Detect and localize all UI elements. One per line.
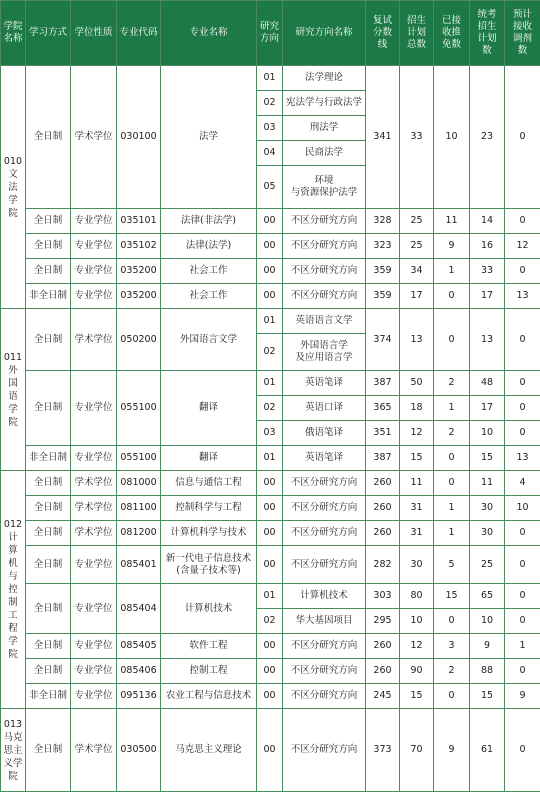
header-degree-type: 学位性质 xyxy=(71,1,117,66)
retest-score: 282 xyxy=(366,546,400,584)
direction-no: 01 xyxy=(257,309,283,334)
degree-type: 专业学位 xyxy=(71,259,117,284)
unified-plan: 15 xyxy=(470,446,505,471)
study-mode: 全日制 xyxy=(26,546,71,584)
study-mode: 全日制 xyxy=(26,496,71,521)
direction-name: 不区分研究方向 xyxy=(283,209,366,234)
major-name: 新一代电子信息技术 (含量子技术等) xyxy=(161,546,257,584)
table-row xyxy=(1,659,540,684)
direction-no: 00 xyxy=(257,234,283,259)
major-name: 翻译 xyxy=(161,371,257,446)
unified-plan: 88 xyxy=(470,659,505,684)
total-plan: 50 xyxy=(400,371,434,396)
retest-score: 260 xyxy=(366,496,400,521)
retest-score: 260 xyxy=(366,634,400,659)
header-recommended: 已接收推免数 xyxy=(434,1,470,66)
adjustment-count: 0 xyxy=(505,609,540,634)
header-unified-plan: 统考招生计划数 xyxy=(470,1,505,66)
recommended-count: 2 xyxy=(434,659,470,684)
unified-plan: 30 xyxy=(470,496,505,521)
retest-score: 387 xyxy=(366,446,400,471)
recommended-count: 9 xyxy=(434,709,470,792)
table-row xyxy=(1,496,540,521)
direction-no: 00 xyxy=(257,659,283,684)
adjustment-count: 13 xyxy=(505,446,540,471)
recommended-count: 0 xyxy=(434,309,470,371)
degree-type: 学术学位 xyxy=(71,521,117,546)
unified-plan: 16 xyxy=(470,234,505,259)
adjustment-count: 0 xyxy=(505,309,540,371)
retest-score: 373 xyxy=(366,709,400,792)
major-code: 035101 xyxy=(117,209,161,234)
degree-type: 学术学位 xyxy=(71,66,117,209)
unified-plan: 23 xyxy=(470,66,505,209)
total-plan: 31 xyxy=(400,521,434,546)
direction-name: 刑法学 xyxy=(283,116,366,141)
recommended-count: 1 xyxy=(434,496,470,521)
major-code: 085401 xyxy=(117,546,161,584)
major-code: 035200 xyxy=(117,284,161,309)
total-plan: 33 xyxy=(400,66,434,209)
direction-no: 00 xyxy=(257,471,283,496)
total-plan: 80 xyxy=(400,584,434,609)
direction-no: 00 xyxy=(257,709,283,792)
total-plan: 25 xyxy=(400,234,434,259)
major-name: 计算机科学与技术 xyxy=(161,521,257,546)
recommended-count: 0 xyxy=(434,609,470,634)
major-code: 055100 xyxy=(117,371,161,446)
direction-name: 环境 与资源保护法学 xyxy=(283,166,366,209)
degree-type: 学术学位 xyxy=(71,496,117,521)
total-plan: 31 xyxy=(400,496,434,521)
recommended-count: 2 xyxy=(434,371,470,396)
recommended-count: 11 xyxy=(434,209,470,234)
table-row xyxy=(1,546,540,584)
study-mode: 非全日制 xyxy=(26,284,71,309)
recommended-count: 1 xyxy=(434,259,470,284)
major-name: 社会工作 xyxy=(161,259,257,284)
direction-no: 00 xyxy=(257,684,283,709)
recommended-count: 10 xyxy=(434,66,470,209)
table-row xyxy=(1,471,540,496)
major-name: 信息与通信工程 xyxy=(161,471,257,496)
adjustment-count: 4 xyxy=(505,471,540,496)
major-code: 030100 xyxy=(117,66,161,209)
adjustment-count: 0 xyxy=(505,371,540,396)
unified-plan: 10 xyxy=(470,421,505,446)
recommended-count: 5 xyxy=(434,546,470,584)
degree-type: 专业学位 xyxy=(71,371,117,446)
adjustment-count: 13 xyxy=(505,284,540,309)
degree-type: 学术学位 xyxy=(71,309,117,371)
study-mode: 全日制 xyxy=(26,259,71,284)
table-row xyxy=(1,234,540,259)
unified-plan: 10 xyxy=(470,609,505,634)
direction-name: 不区分研究方向 xyxy=(283,471,366,496)
retest-score: 328 xyxy=(366,209,400,234)
direction-no: 00 xyxy=(257,496,283,521)
college-name: 010 文 法 学 院 xyxy=(1,66,26,309)
header-total-plan: 招生计划总数 xyxy=(400,1,434,66)
table-row xyxy=(1,584,540,609)
direction-no: 01 xyxy=(257,66,283,91)
study-mode: 全日制 xyxy=(26,66,71,209)
direction-no: 00 xyxy=(257,284,283,309)
recommended-count: 15 xyxy=(434,584,470,609)
adjustment-count: 0 xyxy=(505,421,540,446)
major-code: 035102 xyxy=(117,234,161,259)
study-mode: 全日制 xyxy=(26,521,71,546)
direction-name: 宪法学与行政法学 xyxy=(283,91,366,116)
recommended-count: 0 xyxy=(434,684,470,709)
study-mode: 全日制 xyxy=(26,309,71,371)
direction-name: 不区分研究方向 xyxy=(283,496,366,521)
direction-name: 英语笔译 xyxy=(283,371,366,396)
major-name: 控制科学与工程 xyxy=(161,496,257,521)
major-name: 法律(法学) xyxy=(161,234,257,259)
direction-name: 英语语言文学 xyxy=(283,309,366,334)
study-mode: 非全日制 xyxy=(26,684,71,709)
unified-plan: 13 xyxy=(470,309,505,371)
total-plan: 17 xyxy=(400,284,434,309)
study-mode: 全日制 xyxy=(26,634,71,659)
retest-score: 303 xyxy=(366,584,400,609)
direction-name: 不区分研究方向 xyxy=(283,684,366,709)
retest-score: 387 xyxy=(366,371,400,396)
unified-plan: 11 xyxy=(470,471,505,496)
recommended-count: 2 xyxy=(434,421,470,446)
direction-name: 计算机技术 xyxy=(283,584,366,609)
major-code: 055100 xyxy=(117,446,161,471)
table-row xyxy=(1,309,540,334)
major-code: 035200 xyxy=(117,259,161,284)
major-code: 085404 xyxy=(117,584,161,634)
table-row xyxy=(1,209,540,234)
retest-score: 359 xyxy=(366,284,400,309)
direction-name: 法学理论 xyxy=(283,66,366,91)
direction-no: 01 xyxy=(257,446,283,471)
direction-name: 不区分研究方向 xyxy=(283,284,366,309)
study-mode: 全日制 xyxy=(26,709,71,792)
direction-no: 02 xyxy=(257,91,283,116)
direction-no: 00 xyxy=(257,546,283,584)
retest-score: 323 xyxy=(366,234,400,259)
study-mode: 全日制 xyxy=(26,584,71,634)
retest-score: 295 xyxy=(366,609,400,634)
total-plan: 25 xyxy=(400,209,434,234)
major-code: 095136 xyxy=(117,684,161,709)
major-code: 085405 xyxy=(117,634,161,659)
direction-name: 不区分研究方向 xyxy=(283,709,366,792)
table-row xyxy=(1,709,540,792)
direction-name: 华大基因项目 xyxy=(283,609,366,634)
major-name: 控制工程 xyxy=(161,659,257,684)
recommended-count: 1 xyxy=(434,521,470,546)
direction-no: 00 xyxy=(257,634,283,659)
table-header xyxy=(1,1,540,66)
major-name: 马克思主义理论 xyxy=(161,709,257,792)
retest-score: 374 xyxy=(366,309,400,371)
major-name: 农业工程与信息技术 xyxy=(161,684,257,709)
retest-score: 365 xyxy=(366,396,400,421)
direction-no: 02 xyxy=(257,609,283,634)
direction-name: 英语口译 xyxy=(283,396,366,421)
total-plan: 15 xyxy=(400,684,434,709)
total-plan: 10 xyxy=(400,609,434,634)
study-mode: 全日制 xyxy=(26,234,71,259)
direction-no: 04 xyxy=(257,141,283,166)
header-major-code: 专业代码 xyxy=(117,1,161,66)
total-plan: 30 xyxy=(400,546,434,584)
degree-type: 专业学位 xyxy=(71,584,117,634)
major-code: 081100 xyxy=(117,496,161,521)
table-row xyxy=(1,684,540,709)
total-plan: 13 xyxy=(400,309,434,371)
direction-no: 03 xyxy=(257,116,283,141)
direction-no: 02 xyxy=(257,396,283,421)
unified-plan: 48 xyxy=(470,371,505,396)
retest-score: 341 xyxy=(366,66,400,209)
degree-type: 专业学位 xyxy=(71,284,117,309)
major-name: 外国语言文学 xyxy=(161,309,257,371)
retest-score: 359 xyxy=(366,259,400,284)
total-plan: 11 xyxy=(400,471,434,496)
study-mode: 非全日制 xyxy=(26,446,71,471)
adjustment-count: 0 xyxy=(505,396,540,421)
recommended-count: 9 xyxy=(434,234,470,259)
major-name: 翻译 xyxy=(161,446,257,471)
study-mode: 全日制 xyxy=(26,371,71,446)
adjustment-count: 12 xyxy=(505,234,540,259)
major-code: 030500 xyxy=(117,709,161,792)
total-plan: 12 xyxy=(400,634,434,659)
direction-no: 01 xyxy=(257,584,283,609)
major-code: 081200 xyxy=(117,521,161,546)
adjustment-count: 0 xyxy=(505,546,540,584)
unified-plan: 15 xyxy=(470,684,505,709)
unified-plan: 61 xyxy=(470,709,505,792)
major-name: 软件工程 xyxy=(161,634,257,659)
degree-type: 专业学位 xyxy=(71,209,117,234)
total-plan: 90 xyxy=(400,659,434,684)
header-retest-score: 复试分数线 xyxy=(366,1,400,66)
unified-plan: 17 xyxy=(470,396,505,421)
recommended-count: 0 xyxy=(434,471,470,496)
recommended-count: 0 xyxy=(434,284,470,309)
direction-name: 英语笔译 xyxy=(283,446,366,471)
table-row xyxy=(1,284,540,309)
header-direction-no: 研究方向 xyxy=(257,1,283,66)
adjustment-count: 10 xyxy=(505,496,540,521)
unified-plan: 17 xyxy=(470,284,505,309)
degree-type: 专业学位 xyxy=(71,659,117,684)
table-body xyxy=(1,66,540,792)
direction-no: 01 xyxy=(257,371,283,396)
table-row xyxy=(1,259,540,284)
college-name: 013 马克 思主 义学 院 xyxy=(1,709,26,792)
degree-type: 专业学位 xyxy=(71,546,117,584)
adjustment-count: 0 xyxy=(505,709,540,792)
total-plan: 12 xyxy=(400,421,434,446)
adjustment-count: 0 xyxy=(505,66,540,209)
major-code: 085406 xyxy=(117,659,161,684)
header-college: 学院名称 xyxy=(1,1,26,66)
table-row xyxy=(1,66,540,91)
adjustment-count: 1 xyxy=(505,634,540,659)
retest-score: 245 xyxy=(366,684,400,709)
college-name: 012 计 算 机 与 控 制 工 程 学 院 xyxy=(1,471,26,709)
total-plan: 15 xyxy=(400,446,434,471)
header-direction-name: 研究方向名称 xyxy=(283,1,366,66)
retest-score: 351 xyxy=(366,421,400,446)
direction-name: 俄语笔译 xyxy=(283,421,366,446)
recommended-count: 1 xyxy=(434,396,470,421)
direction-name: 不区分研究方向 xyxy=(283,659,366,684)
total-plan: 34 xyxy=(400,259,434,284)
table-row xyxy=(1,521,540,546)
adjustment-count: 0 xyxy=(505,209,540,234)
direction-name: 外国语言学 及应用语言学 xyxy=(283,334,366,371)
total-plan: 18 xyxy=(400,396,434,421)
direction-name: 不区分研究方向 xyxy=(283,259,366,284)
header-adjustment: 预计接收调剂数 xyxy=(505,1,540,66)
degree-type: 专业学位 xyxy=(71,634,117,659)
unified-plan: 30 xyxy=(470,521,505,546)
recommended-count: 0 xyxy=(434,446,470,471)
table-row xyxy=(1,446,540,471)
direction-no: 00 xyxy=(257,521,283,546)
table-row xyxy=(1,634,540,659)
adjustment-count: 0 xyxy=(505,521,540,546)
unified-plan: 14 xyxy=(470,209,505,234)
retest-score: 260 xyxy=(366,659,400,684)
total-plan: 70 xyxy=(400,709,434,792)
header-major-name: 专业名称 xyxy=(161,1,257,66)
degree-type: 学术学位 xyxy=(71,709,117,792)
direction-name: 不区分研究方向 xyxy=(283,634,366,659)
major-name: 计算机技术 xyxy=(161,584,257,634)
retest-score: 260 xyxy=(366,521,400,546)
major-name: 法律(非法学) xyxy=(161,209,257,234)
study-mode: 全日制 xyxy=(26,471,71,496)
degree-type: 专业学位 xyxy=(71,446,117,471)
adjustment-count: 0 xyxy=(505,659,540,684)
retest-score: 260 xyxy=(366,471,400,496)
direction-no: 05 xyxy=(257,166,283,209)
unified-plan: 65 xyxy=(470,584,505,609)
header-row xyxy=(1,1,540,66)
degree-type: 专业学位 xyxy=(71,684,117,709)
study-mode: 全日制 xyxy=(26,659,71,684)
degree-type: 学术学位 xyxy=(71,471,117,496)
direction-no: 03 xyxy=(257,421,283,446)
direction-name: 不区分研究方向 xyxy=(283,546,366,584)
table-row xyxy=(1,371,540,396)
direction-no: 00 xyxy=(257,209,283,234)
adjustment-count: 9 xyxy=(505,684,540,709)
unified-plan: 9 xyxy=(470,634,505,659)
direction-no: 00 xyxy=(257,259,283,284)
header-mode: 学习方式 xyxy=(26,1,71,66)
adjustment-count: 0 xyxy=(505,584,540,609)
direction-name: 不区分研究方向 xyxy=(283,234,366,259)
study-mode: 全日制 xyxy=(26,209,71,234)
degree-type: 专业学位 xyxy=(71,234,117,259)
direction-no: 02 xyxy=(257,334,283,371)
major-name: 社会工作 xyxy=(161,284,257,309)
unified-plan: 33 xyxy=(470,259,505,284)
major-code: 050200 xyxy=(117,309,161,371)
major-code: 081000 xyxy=(117,471,161,496)
recommended-count: 3 xyxy=(434,634,470,659)
direction-name: 不区分研究方向 xyxy=(283,521,366,546)
unified-plan: 25 xyxy=(470,546,505,584)
major-name: 法学 xyxy=(161,66,257,209)
adjustment-count: 0 xyxy=(505,259,540,284)
college-name: 011 外 国 语 学 院 xyxy=(1,309,26,471)
direction-name: 民商法学 xyxy=(283,141,366,166)
